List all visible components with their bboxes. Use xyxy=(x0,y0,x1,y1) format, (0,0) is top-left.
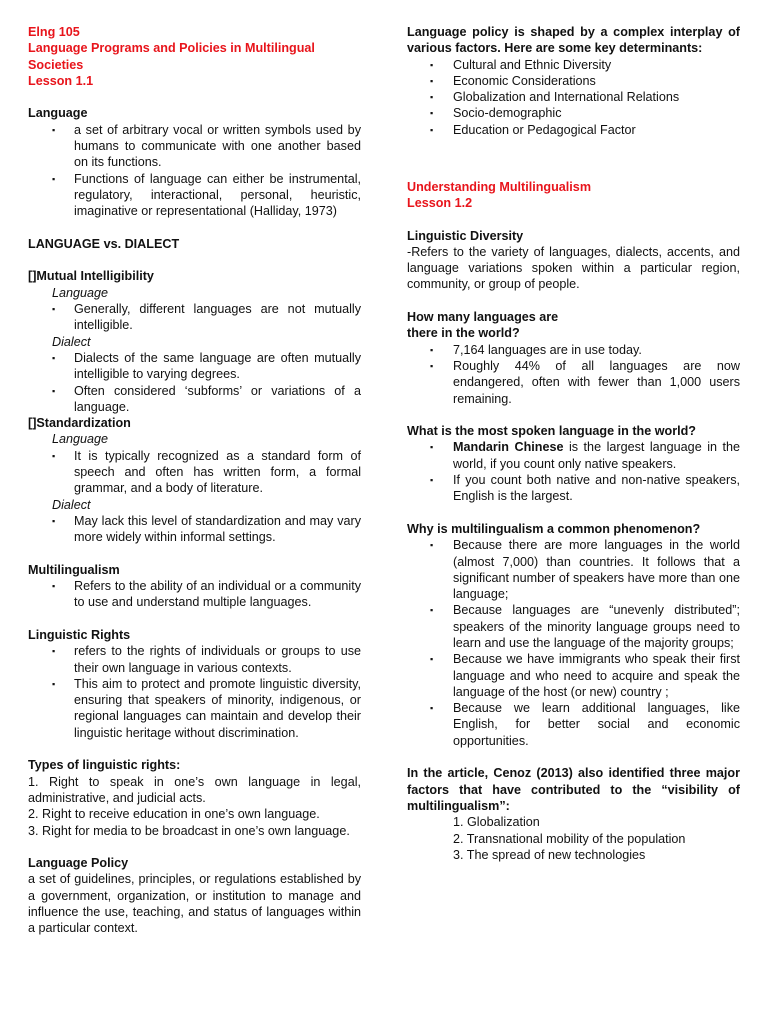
list-item: ▪ Often considered ‘subforms’ or variations of a language. xyxy=(52,383,361,414)
list-item: ▪ Cultural and Ethnic Diversity xyxy=(430,57,612,72)
list-item: ▪ Refers to the ability of an individual or a community to use and understand multiple languages. xyxy=(52,579,361,610)
list-item: ▪ Generally, different languages are not mutually intelligible. xyxy=(52,302,361,333)
section-heading-linguistic-rights: Linguistic Rights xyxy=(28,627,131,642)
most-spoken-list xyxy=(407,439,740,504)
why-list xyxy=(407,537,740,749)
linguistic-rights-list xyxy=(28,643,361,741)
label-dialect: Dialect xyxy=(52,497,91,512)
bullet-icon: ▪ xyxy=(430,75,434,86)
bullet-icon: ▪ xyxy=(52,173,56,184)
bullet-icon: ▪ xyxy=(52,581,56,592)
cenoz-heading: In the article, Cenoz (2013) also identified three major factors that have contributed to the “visibility of multilingualism”: xyxy=(407,766,740,813)
list-item: ▪ Functions of language can either be instrumental, regulatory, interactional, personal, heuristic, imaginative or representational (Halliday, 1973) xyxy=(52,171,361,219)
section-heading-types-of-rights: Types of linguistic rights: xyxy=(28,758,181,773)
language-policy-text: a set of guidelines, principles, or regulations established by a government, organization, or institution to manage and influence the use, teaching, and status of languages within a particular context. xyxy=(28,872,361,936)
list-item: ▪ Roughly 44% of all languages are now endangered, often with fewer than 1,000 users remaining. xyxy=(430,358,740,406)
bullet-icon: ▪ xyxy=(430,475,434,486)
bullet-icon: ▪ xyxy=(52,352,56,363)
section-heading-language-vs-dialect: LANGUAGE vs. DIALECT xyxy=(28,236,180,251)
standardization-language-list xyxy=(28,448,361,497)
bullet-icon: ▪ xyxy=(52,304,56,315)
bullet-icon: ▪ xyxy=(430,92,434,103)
list-item: ▪ If you count both native and non-native speakers, English is the largest. xyxy=(430,473,740,504)
how-many-list xyxy=(407,342,740,407)
label-dialect: Dialect xyxy=(52,334,91,349)
list-item: ▪ Mandarin Chinese is the largest language in the world, if you count only native speakers. xyxy=(430,440,740,471)
list-item: ▪ Because there are more languages in the world (almost 7,000) than countries. It follows that a significant number of speakers have more than one language; xyxy=(430,538,740,602)
label-language: Language xyxy=(52,285,109,300)
mutual-dialect-list xyxy=(28,350,361,415)
section-heading-language: Language xyxy=(28,106,88,121)
bullet-icon: ▪ xyxy=(430,605,434,616)
list-item: ▪ a set of arbitrary vocal or written symbols used by humans to communicate with one another based on its functions. xyxy=(52,122,361,170)
bullet-icon: ▪ xyxy=(52,646,56,657)
list-item: 2. Transnational mobility of the population xyxy=(453,831,686,846)
question-how-many-line2: there in the world? xyxy=(407,326,520,341)
lesson-label: Lesson 1.1 xyxy=(28,73,94,88)
section-heading-language-policy: Language Policy xyxy=(28,856,129,871)
label-language: Language xyxy=(52,432,109,447)
list-item: 3. The spread of new technologies xyxy=(453,847,646,862)
multilingualism-list xyxy=(28,578,361,611)
language-list xyxy=(28,122,361,220)
left-column xyxy=(28,24,361,937)
list-item: ▪ 7,164 languages are in use today. xyxy=(430,342,642,357)
list-item: ▪ This aim to protect and promote linguistic diversity, ensuring that speakers of minority, indigenous, or regional languages can maintain and develop their linguistic heritage without discrimination. xyxy=(52,676,361,740)
lesson2-title: Understanding Multilingualism xyxy=(407,179,592,194)
cenoz-factors-list xyxy=(407,814,740,863)
bullet-icon: ▪ xyxy=(52,515,56,526)
subheading-standardization: []Standardization xyxy=(28,416,131,431)
right-column xyxy=(407,24,740,863)
list-item: ▪ Because languages are “unevenly distributed”; speakers of the minority language groups need to learn and use the language of the majority groups; xyxy=(430,603,740,650)
bullet-icon: ▪ xyxy=(430,442,434,453)
bullet-icon: ▪ xyxy=(430,124,434,135)
bullet-icon: ▪ xyxy=(430,540,434,551)
question-most-spoken: What is the most spoken language in the world? xyxy=(407,424,696,439)
list-item: ▪ Because we learn additional languages, like English, for better social and economic opportunities. xyxy=(430,701,740,748)
list-item: ▪ May lack this level of standardization and may vary more widely within informal settings. xyxy=(52,513,361,545)
determinants-intro: Language policy is shaped by a complex interplay of various factors. Here are some key determinants: xyxy=(407,25,740,56)
list-item: ▪ It is typically recognized as a standard form of speech and often has written form, a formal grammar, and a body of literature. xyxy=(52,448,361,496)
bullet-icon: ▪ xyxy=(52,124,56,135)
bullet-icon: ▪ xyxy=(430,108,434,119)
highlight-mandarin: Mandarin Chinese xyxy=(453,440,564,455)
bullet-icon: ▪ xyxy=(430,654,434,665)
bullet-icon: ▪ xyxy=(52,450,56,461)
determinants-list xyxy=(407,57,740,138)
bullet-icon: ▪ xyxy=(430,360,434,371)
list-item: ▪ refers to the rights of individuals or groups to use their own language in various contexts. xyxy=(52,644,361,675)
question-why-multilingualism: Why is multilingualism a common phenomenon? xyxy=(407,521,701,536)
lesson2-label: Lesson 1.2 xyxy=(407,195,473,210)
bullet-icon: ▪ xyxy=(430,344,434,355)
section-heading-linguistic-diversity: Linguistic Diversity xyxy=(407,228,524,243)
standardization-dialect-list xyxy=(28,513,361,546)
mutual-language-list xyxy=(28,301,361,334)
list-item: ▪ Socio-demographic xyxy=(430,106,562,121)
list-item: 1. Globalization xyxy=(453,815,540,830)
list-item: ▪ Because we have immigrants who speak their first language and who need to acquire and speak the language of the host (or new) country ; xyxy=(430,652,740,699)
bullet-icon: ▪ xyxy=(430,703,434,714)
course-code: Elng 105 xyxy=(28,25,80,39)
bullet-icon: ▪ xyxy=(52,678,56,689)
linguistic-diversity-text: -Refers to the variety of languages, dialects, accents, and language variations spoken within a particular region, community, or group of people. xyxy=(407,244,740,292)
list-item: ▪ Economic Considerations xyxy=(430,73,596,88)
list-item: ▪ Education or Pedagogical Factor xyxy=(430,122,636,137)
rights-type-item: 3. Right for media to be broadcast in one’s own language. xyxy=(28,823,350,838)
question-how-many-line1: How many languages are xyxy=(407,310,559,325)
rights-type-item: 2. Right to receive education in one’s own language. xyxy=(28,807,320,822)
list-item: ▪ Dialects of the same language are often mutually intelligible to varying degrees. xyxy=(52,350,361,382)
bullet-icon: ▪ xyxy=(430,59,434,70)
course-title: Language Programs and Policies in Multilingual Societies xyxy=(28,41,315,72)
section-heading-multilingualism: Multilingualism xyxy=(28,562,120,577)
list-item: ▪ Globalization and International Relations xyxy=(430,90,680,105)
subheading-mutual-intelligibility: []Mutual Intelligibility xyxy=(28,269,154,284)
rights-type-item: 1. Right to speak in one’s own language in legal, administrative, and judicial acts. xyxy=(28,774,361,805)
bullet-icon: ▪ xyxy=(52,385,56,396)
